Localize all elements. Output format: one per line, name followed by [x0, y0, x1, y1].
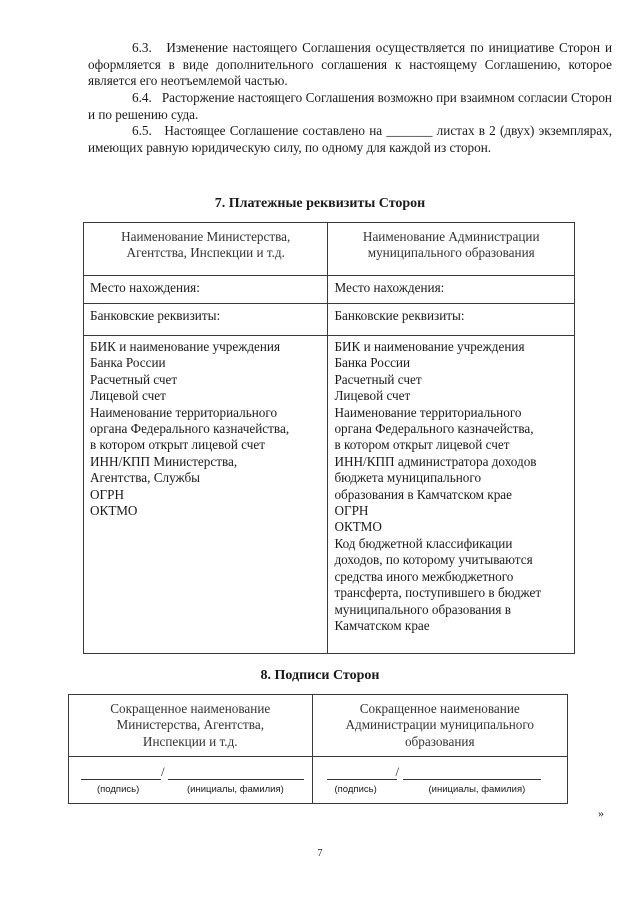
detail-line: образования в Камчатском крае: [334, 486, 513, 502]
clause-6-4: [88, 90, 612, 123]
signature-caption: (подпись): [97, 784, 140, 795]
signatures-table: [68, 694, 568, 804]
header-line: Министерства, Агентства,: [116, 717, 264, 733]
name-caption: (инициалы, фамилия): [428, 784, 526, 795]
detail-line: ОГРН: [90, 486, 125, 502]
left-bank-details-label: Банковские реквизиты:: [84, 304, 328, 336]
header-line: Администрации муниципального: [345, 717, 535, 733]
name-caption: (инициалы, фамилия): [187, 784, 284, 795]
right-signature-cell[interactable]: [312, 757, 568, 804]
detail-line: Лицевой счет: [90, 388, 166, 404]
left-bank-details: [84, 336, 328, 654]
detail-line: Камчатском крае: [334, 617, 430, 633]
clause-number: 6.4.: [132, 90, 152, 105]
name-line[interactable]: [403, 779, 541, 780]
detail-line: Банка России: [334, 355, 411, 371]
signature-caption: (подпись): [334, 784, 377, 795]
detail-line: органа Федерального казначейства,: [334, 421, 534, 437]
detail-line: БИК и наименование учреждения: [334, 339, 525, 354]
detail-line: Наименование территориального: [334, 404, 522, 420]
detail-line: ОКТМО: [90, 503, 138, 519]
header-line: образования: [404, 733, 475, 749]
detail-line: Код бюджетной классификации: [334, 535, 513, 551]
detail-line: Наименование территориального: [90, 404, 278, 420]
detail-line: Лицевой счет: [334, 388, 411, 404]
detail-line: ОКТМО: [334, 519, 382, 535]
clause-6-5: [88, 123, 612, 156]
clause-number: 6.3.: [132, 40, 152, 55]
detail-line: БИК и наименование учреждения: [90, 339, 281, 354]
left-signature-cell[interactable]: [69, 757, 313, 804]
detail-line: бюджета муниципального: [334, 470, 482, 486]
header-line: Сокращенное наименование: [110, 701, 271, 716]
detail-line: трансферта, поступившего в бюджет: [334, 585, 542, 601]
left-location: Место нахождения:: [84, 276, 328, 304]
detail-line: ИНН/КПП администратора доходов: [334, 453, 537, 469]
header-line: Наименование Администрации: [362, 229, 540, 244]
detail-line: органа Федерального казначейства,: [90, 421, 290, 437]
detail-line: Агентства, Службы: [90, 470, 201, 486]
signature-line[interactable]: [327, 779, 397, 780]
detail-line: доходов, по которому учитываются: [334, 552, 533, 568]
separator-slash: /: [161, 764, 165, 779]
detail-line: ОГРН: [334, 503, 369, 519]
right-signatory-header: [312, 695, 568, 757]
clause-6-3: [88, 40, 612, 90]
header-line: муниципального образования: [367, 245, 535, 261]
header-line: Инспекции и т.д.: [142, 733, 238, 749]
detail-line: Расчетный счет: [334, 371, 422, 387]
closing-quote: »: [598, 806, 604, 820]
header-line: Сокращенное наименование: [359, 701, 520, 716]
detail-line: муниципального образования в: [334, 601, 511, 617]
detail-line: ИНН/КПП Министерства,: [90, 453, 238, 469]
right-bank-details-label: Банковские реквизиты:: [328, 304, 575, 336]
left-signatory-header: [69, 695, 313, 757]
right-party-header: [328, 223, 575, 276]
payment-details-table: [83, 222, 575, 654]
section-8-title: 8. Подписи Сторон: [260, 668, 380, 683]
detail-line: в котором открыт лицевой счет: [90, 437, 266, 453]
header-line: Наименование Министерства,: [121, 229, 291, 244]
detail-line: Банка России: [90, 355, 166, 371]
separator-slash: /: [395, 764, 400, 779]
section-7-title: 7. Платежные реквизиты Сторон: [214, 196, 426, 211]
page-number: 7: [317, 848, 323, 859]
clause-number: 6.5.: [132, 123, 152, 138]
right-location: Место нахождения:: [328, 276, 575, 304]
detail-line: в котором открыт лицевой счет: [334, 437, 510, 453]
detail-line: средства иного межбюджетного: [334, 568, 514, 584]
name-line[interactable]: [168, 779, 304, 780]
detail-line: Расчетный счет: [90, 371, 178, 387]
signature-line[interactable]: [81, 779, 161, 780]
clause-text: Настоящее Соглашение составлено на _______ листах в 2 (двух) экземплярах, имеющих равную юридическую силу, по одному для каждой из сторон.: [88, 123, 612, 155]
header-line: Агентства, Инспекции и т.д.: [126, 245, 285, 261]
clause-text: Расторжение настоящего Соглашения возможно при взаимном согласии Сторон и по решению суда.: [88, 90, 612, 122]
right-bank-details: [328, 336, 575, 654]
left-party-header: [84, 223, 328, 276]
clause-text: Изменение настоящего Соглашения осуществляется по инициативе Сторон и оформляется в виде дополнительного соглашения к настоящему Соглашению, которое является его неотъемлемой частью.: [88, 40, 612, 88]
